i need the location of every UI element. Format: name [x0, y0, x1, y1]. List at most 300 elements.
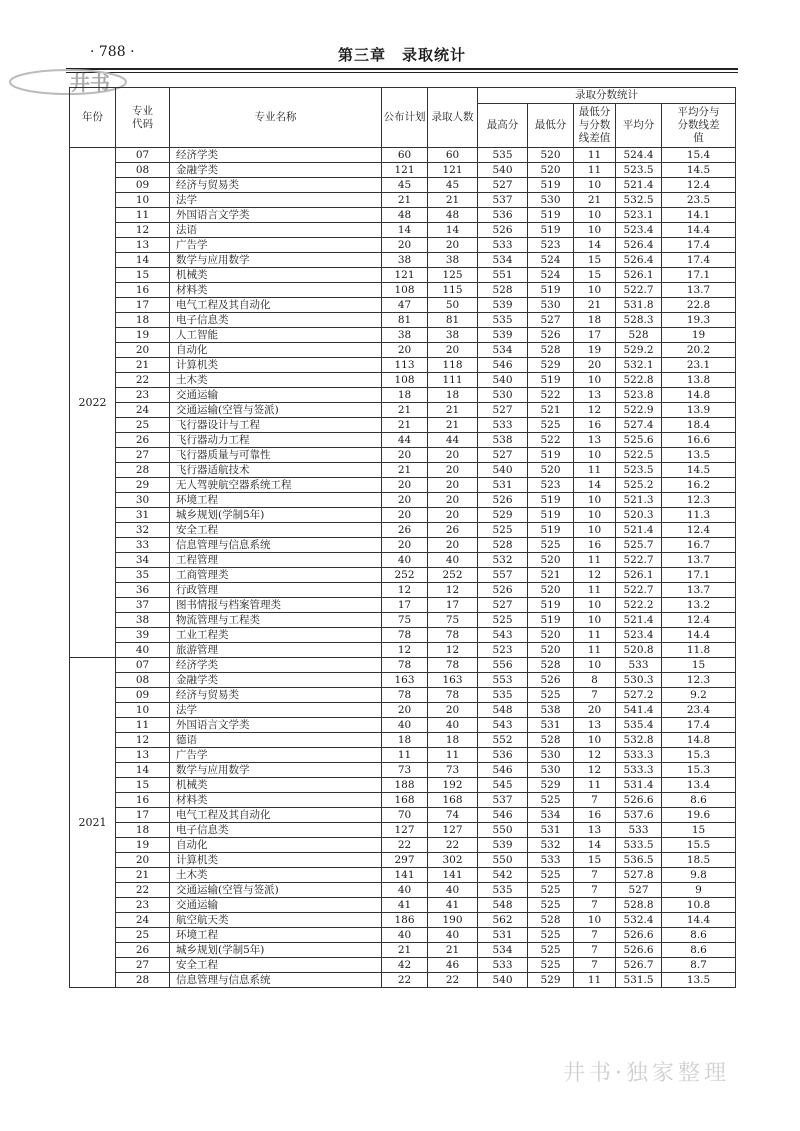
cell-name: 电子信息类 — [170, 313, 382, 328]
cell-min: 525 — [528, 868, 574, 883]
table-row — [70, 448, 736, 463]
cell-plan: 108 — [382, 373, 428, 388]
table-row — [70, 283, 736, 298]
cell-min: 525 — [528, 943, 574, 958]
cell-avg_diff: 14.5 — [662, 463, 736, 478]
cell-name: 工业工程类 — [170, 628, 382, 643]
cell-min_diff: 14 — [574, 238, 616, 253]
cell-max: 550 — [478, 823, 528, 838]
cell-name: 安全工程 — [170, 958, 382, 973]
cell-name: 经济与贸易类 — [170, 178, 382, 193]
cell-max: 548 — [478, 703, 528, 718]
cell-name: 城乡规划(学制5年) — [170, 508, 382, 523]
cell-plan: 17 — [382, 598, 428, 613]
table-row — [70, 943, 736, 958]
cell-code: 26 — [116, 943, 170, 958]
cell-code: 38 — [116, 613, 170, 628]
year-cell: 2022 — [70, 148, 116, 658]
cell-min: 528 — [528, 913, 574, 928]
cell-min_diff: 10 — [574, 598, 616, 613]
cell-avg: 522.7 — [616, 583, 662, 598]
cell-max: 528 — [478, 283, 528, 298]
cell-code: 21 — [116, 868, 170, 883]
cell-min_diff: 11 — [574, 778, 616, 793]
cell-code: 13 — [116, 748, 170, 763]
cell-name: 材料类 — [170, 793, 382, 808]
cell-avg: 533 — [616, 823, 662, 838]
cell-min_diff: 7 — [574, 868, 616, 883]
cell-avg_diff: 17.1 — [662, 268, 736, 283]
table-row — [70, 358, 736, 373]
cell-name: 经济学类 — [170, 148, 382, 163]
cell-plan: 21 — [382, 943, 428, 958]
table-row — [70, 868, 736, 883]
cell-min: 519 — [528, 283, 574, 298]
cell-avg_diff: 11.8 — [662, 643, 736, 658]
cell-avg: 531.4 — [616, 778, 662, 793]
cell-avg_diff: 14.4 — [662, 628, 736, 643]
cell-avg_diff: 16.7 — [662, 538, 736, 553]
cell-min: 524 — [528, 253, 574, 268]
cell-name: 飞行器质量与可靠性 — [170, 448, 382, 463]
cell-min_diff: 13 — [574, 718, 616, 733]
cell-min: 522 — [528, 433, 574, 448]
cell-max: 526 — [478, 223, 528, 238]
cell-code: 13 — [116, 238, 170, 253]
cell-name: 广告学 — [170, 238, 382, 253]
cell-avg_diff: 20.2 — [662, 343, 736, 358]
cell-min: 519 — [528, 508, 574, 523]
cell-min_diff: 12 — [574, 763, 616, 778]
cell-max: 533 — [478, 238, 528, 253]
cell-name: 航空航天类 — [170, 913, 382, 928]
table-row — [70, 748, 736, 763]
cell-plan: 113 — [382, 358, 428, 373]
cell-code: 17 — [116, 808, 170, 823]
cell-code: 11 — [116, 208, 170, 223]
cell-min: 520 — [528, 583, 574, 598]
cell-avg: 526.1 — [616, 568, 662, 583]
cell-code: 15 — [116, 778, 170, 793]
col-header-score-group: 录取分数统计 — [478, 88, 736, 104]
cell-code: 35 — [116, 568, 170, 583]
cell-avg_diff: 11.3 — [662, 508, 736, 523]
cell-enroll: 302 — [428, 853, 478, 868]
cell-min: 526 — [528, 673, 574, 688]
cell-code: 30 — [116, 493, 170, 508]
cell-plan: 47 — [382, 298, 428, 313]
table-row — [70, 373, 736, 388]
cell-min_diff: 20 — [574, 358, 616, 373]
cell-max: 527 — [478, 403, 528, 418]
table-row — [70, 688, 736, 703]
cell-min: 531 — [528, 823, 574, 838]
cell-min_diff: 19 — [574, 343, 616, 358]
table-row — [70, 958, 736, 973]
col-header-min-diff: 最低分与分数线差值 — [574, 104, 616, 148]
cell-code: 14 — [116, 253, 170, 268]
table-row — [70, 598, 736, 613]
cell-min: 523 — [528, 238, 574, 253]
cell-min_diff: 15 — [574, 268, 616, 283]
cell-plan: 21 — [382, 418, 428, 433]
cell-max: 540 — [478, 463, 528, 478]
table-row — [70, 643, 736, 658]
cell-avg_diff: 13.7 — [662, 553, 736, 568]
cell-avg: 523.4 — [616, 628, 662, 643]
cell-name: 自动化 — [170, 838, 382, 853]
cell-avg_diff: 12.4 — [662, 178, 736, 193]
cell-name: 广告学 — [170, 748, 382, 763]
chapter-title: 第三章 录取统计 — [337, 46, 466, 64]
cell-max: 543 — [478, 628, 528, 643]
cell-enroll: 20 — [428, 238, 478, 253]
table-row — [70, 148, 736, 163]
cell-max: 526 — [478, 493, 528, 508]
cell-enroll: 252 — [428, 568, 478, 583]
cell-min: 524 — [528, 268, 574, 283]
table-row — [70, 898, 736, 913]
cell-avg_diff: 14.8 — [662, 388, 736, 403]
cell-enroll: 20 — [428, 463, 478, 478]
cell-min: 520 — [528, 163, 574, 178]
cell-enroll: 192 — [428, 778, 478, 793]
cell-min_diff: 14 — [574, 838, 616, 853]
cell-enroll: 127 — [428, 823, 478, 838]
cell-name: 电气工程及其自动化 — [170, 298, 382, 313]
cell-min: 523 — [528, 478, 574, 493]
cell-avg_diff: 15 — [662, 823, 736, 838]
cell-min_diff: 10 — [574, 208, 616, 223]
cell-max: 539 — [478, 298, 528, 313]
cell-enroll: 20 — [428, 703, 478, 718]
cell-enroll: 20 — [428, 538, 478, 553]
cell-plan: 21 — [382, 403, 428, 418]
table-row — [70, 808, 736, 823]
cell-avg_diff: 15.3 — [662, 748, 736, 763]
cell-max: 556 — [478, 658, 528, 673]
table-row — [70, 673, 736, 688]
cell-min: 525 — [528, 418, 574, 433]
cell-code: 26 — [116, 433, 170, 448]
cell-name: 交通运输(空管与签派) — [170, 403, 382, 418]
cell-max: 540 — [478, 373, 528, 388]
cell-max: 539 — [478, 838, 528, 853]
table-row — [70, 418, 736, 433]
cell-code: 21 — [116, 358, 170, 373]
cell-min_diff: 7 — [574, 943, 616, 958]
cell-min_diff: 20 — [574, 703, 616, 718]
cell-plan: 22 — [382, 973, 428, 988]
cell-code: 18 — [116, 313, 170, 328]
cell-avg_diff: 19 — [662, 328, 736, 343]
cell-plan: 81 — [382, 313, 428, 328]
cell-max: 553 — [478, 673, 528, 688]
cell-name: 图书情报与档案管理类 — [170, 598, 382, 613]
cell-avg_diff: 14.4 — [662, 223, 736, 238]
cell-max: 527 — [478, 448, 528, 463]
cell-name: 计算机类 — [170, 853, 382, 868]
cell-plan: 108 — [382, 283, 428, 298]
cell-max: 545 — [478, 778, 528, 793]
cell-name: 外国语言文学类 — [170, 718, 382, 733]
cell-min: 519 — [528, 523, 574, 538]
table-row — [70, 313, 736, 328]
cell-min_diff: 11 — [574, 583, 616, 598]
cell-min_diff: 16 — [574, 538, 616, 553]
page-header — [66, 44, 738, 66]
cell-enroll: 78 — [428, 628, 478, 643]
cell-plan: 18 — [382, 388, 428, 403]
cell-name: 计算机类 — [170, 358, 382, 373]
cell-name: 电气工程及其自动化 — [170, 808, 382, 823]
cell-avg_diff: 13.5 — [662, 448, 736, 463]
cell-plan: 20 — [382, 538, 428, 553]
cell-code: 33 — [116, 538, 170, 553]
cell-min: 525 — [528, 928, 574, 943]
header-rule — [66, 68, 738, 70]
cell-min_diff: 10 — [574, 223, 616, 238]
cell-plan: 121 — [382, 268, 428, 283]
cell-code: 29 — [116, 478, 170, 493]
cell-code: 25 — [116, 418, 170, 433]
cell-avg: 526.1 — [616, 268, 662, 283]
admission-table-container — [69, 87, 736, 988]
cell-min_diff: 16 — [574, 808, 616, 823]
cell-name: 环境工程 — [170, 493, 382, 508]
cell-enroll: 125 — [428, 268, 478, 283]
cell-avg_diff: 17.4 — [662, 718, 736, 733]
cell-name: 金融学类 — [170, 163, 382, 178]
cell-min_diff: 7 — [574, 688, 616, 703]
cell-name: 工程管理 — [170, 553, 382, 568]
cell-avg_diff: 14.1 — [662, 208, 736, 223]
cell-avg_diff: 17.4 — [662, 238, 736, 253]
cell-enroll: 20 — [428, 343, 478, 358]
cell-max: 527 — [478, 178, 528, 193]
cell-max: 526 — [478, 583, 528, 598]
cell-avg_diff: 18.4 — [662, 418, 736, 433]
cell-code: 15 — [116, 268, 170, 283]
cell-avg_diff: 13.4 — [662, 778, 736, 793]
cell-avg: 541.4 — [616, 703, 662, 718]
cell-min_diff: 10 — [574, 508, 616, 523]
cell-plan: 21 — [382, 193, 428, 208]
cell-min_diff: 15 — [574, 853, 616, 868]
cell-enroll: 17 — [428, 598, 478, 613]
header-rule-thin — [66, 72, 738, 73]
cell-avg: 533 — [616, 658, 662, 673]
cell-enroll: 12 — [428, 643, 478, 658]
cell-code: 07 — [116, 658, 170, 673]
cell-max: 525 — [478, 523, 528, 538]
cell-code: 16 — [116, 283, 170, 298]
cell-enroll: 75 — [428, 613, 478, 628]
cell-avg_diff: 23.4 — [662, 703, 736, 718]
cell-plan: 12 — [382, 643, 428, 658]
cell-plan: 26 — [382, 523, 428, 538]
cell-avg: 528 — [616, 328, 662, 343]
cell-plan: 14 — [382, 223, 428, 238]
cell-enroll: 74 — [428, 808, 478, 823]
cell-plan: 48 — [382, 208, 428, 223]
cell-max: 552 — [478, 733, 528, 748]
cell-max: 534 — [478, 253, 528, 268]
cell-max: 543 — [478, 718, 528, 733]
col-header-min: 最低分 — [528, 104, 574, 148]
cell-name: 信息管理与信息系统 — [170, 973, 382, 988]
cell-plan: 20 — [382, 703, 428, 718]
cell-max: 529 — [478, 508, 528, 523]
cell-plan: 186 — [382, 913, 428, 928]
cell-min: 530 — [528, 298, 574, 313]
cell-min_diff: 11 — [574, 163, 616, 178]
table-row — [70, 658, 736, 673]
cell-enroll: 20 — [428, 478, 478, 493]
cell-plan: 11 — [382, 748, 428, 763]
cell-plan: 78 — [382, 628, 428, 643]
cell-code: 27 — [116, 448, 170, 463]
cell-enroll: 44 — [428, 433, 478, 448]
cell-enroll: 118 — [428, 358, 478, 373]
cell-avg: 526.7 — [616, 958, 662, 973]
cell-min_diff: 13 — [574, 388, 616, 403]
cell-avg_diff: 12.3 — [662, 673, 736, 688]
cell-avg: 520.3 — [616, 508, 662, 523]
table-row — [70, 733, 736, 748]
cell-min_diff: 10 — [574, 523, 616, 538]
cell-plan: 20 — [382, 448, 428, 463]
cell-avg: 528.3 — [616, 313, 662, 328]
cell-avg: 526.6 — [616, 943, 662, 958]
table-row — [70, 613, 736, 628]
table-row — [70, 193, 736, 208]
cell-name: 经济学类 — [170, 658, 382, 673]
cell-min_diff: 7 — [574, 958, 616, 973]
table-row — [70, 628, 736, 643]
cell-name: 土木类 — [170, 373, 382, 388]
cell-avg_diff: 15.3 — [662, 763, 736, 778]
cell-code: 23 — [116, 388, 170, 403]
cell-avg_diff: 8.6 — [662, 928, 736, 943]
cell-min: 530 — [528, 763, 574, 778]
cell-plan: 44 — [382, 433, 428, 448]
cell-plan: 75 — [382, 613, 428, 628]
cell-name: 法学 — [170, 193, 382, 208]
cell-max: 523 — [478, 643, 528, 658]
cell-avg: 522.5 — [616, 448, 662, 463]
cell-avg_diff: 13.7 — [662, 583, 736, 598]
cell-avg_diff: 13.2 — [662, 598, 736, 613]
cell-avg_diff: 13.7 — [662, 283, 736, 298]
cell-min: 531 — [528, 718, 574, 733]
cell-avg_diff: 15.5 — [662, 838, 736, 853]
cell-plan: 20 — [382, 478, 428, 493]
cell-enroll: 121 — [428, 163, 478, 178]
cell-min_diff: 10 — [574, 283, 616, 298]
cell-min: 520 — [528, 628, 574, 643]
cell-avg_diff: 8.6 — [662, 793, 736, 808]
table-body — [70, 148, 736, 988]
cell-code: 39 — [116, 628, 170, 643]
cell-min: 522 — [528, 388, 574, 403]
cell-avg_diff: 13.8 — [662, 373, 736, 388]
cell-name: 机械类 — [170, 778, 382, 793]
cell-avg_diff: 15.4 — [662, 148, 736, 163]
table-row — [70, 973, 736, 988]
cell-min_diff: 8 — [574, 673, 616, 688]
table-row — [70, 928, 736, 943]
cell-enroll: 163 — [428, 673, 478, 688]
table-row — [70, 493, 736, 508]
cell-avg: 526.4 — [616, 238, 662, 253]
cell-avg: 533.3 — [616, 763, 662, 778]
cell-code: 12 — [116, 733, 170, 748]
cell-min: 529 — [528, 973, 574, 988]
cell-avg: 523.4 — [616, 223, 662, 238]
cell-enroll: 20 — [428, 508, 478, 523]
page-number: · 788 · — [90, 44, 135, 60]
cell-name: 交通运输 — [170, 898, 382, 913]
cell-code: 20 — [116, 853, 170, 868]
cell-enroll: 111 — [428, 373, 478, 388]
cell-min_diff: 7 — [574, 883, 616, 898]
cell-enroll: 45 — [428, 178, 478, 193]
cell-max: 540 — [478, 163, 528, 178]
cell-enroll: 21 — [428, 193, 478, 208]
cell-plan: 60 — [382, 148, 428, 163]
cell-code: 40 — [116, 643, 170, 658]
cell-max: 539 — [478, 328, 528, 343]
cell-name: 电子信息类 — [170, 823, 382, 838]
cell-avg: 526.6 — [616, 793, 662, 808]
cell-max: 546 — [478, 358, 528, 373]
cell-name: 数学与应用数学 — [170, 253, 382, 268]
cell-min_diff: 16 — [574, 418, 616, 433]
cell-min_diff: 10 — [574, 493, 616, 508]
table-row — [70, 778, 736, 793]
admission-table — [69, 87, 736, 988]
cell-max: 551 — [478, 268, 528, 283]
table-row — [70, 913, 736, 928]
cell-plan: 78 — [382, 658, 428, 673]
cell-enroll: 20 — [428, 493, 478, 508]
cell-name: 机械类 — [170, 268, 382, 283]
cell-code: 32 — [116, 523, 170, 538]
cell-min: 520 — [528, 643, 574, 658]
cell-min: 520 — [528, 553, 574, 568]
table-row — [70, 178, 736, 193]
cell-name: 德语 — [170, 733, 382, 748]
cell-min: 530 — [528, 748, 574, 763]
cell-enroll: 38 — [428, 328, 478, 343]
cell-code: 08 — [116, 163, 170, 178]
cell-enroll: 40 — [428, 928, 478, 943]
table-row — [70, 553, 736, 568]
cell-avg: 523.5 — [616, 463, 662, 478]
cell-name: 外国语言文学类 — [170, 208, 382, 223]
cell-code: 37 — [116, 598, 170, 613]
cell-avg_diff: 8.7 — [662, 958, 736, 973]
table-row — [70, 298, 736, 313]
cell-plan: 252 — [382, 568, 428, 583]
cell-name: 信息管理与信息系统 — [170, 538, 382, 553]
cell-min: 534 — [528, 808, 574, 823]
cell-enroll: 11 — [428, 748, 478, 763]
cell-min: 525 — [528, 793, 574, 808]
cell-plan: 70 — [382, 808, 428, 823]
table-row — [70, 838, 736, 853]
